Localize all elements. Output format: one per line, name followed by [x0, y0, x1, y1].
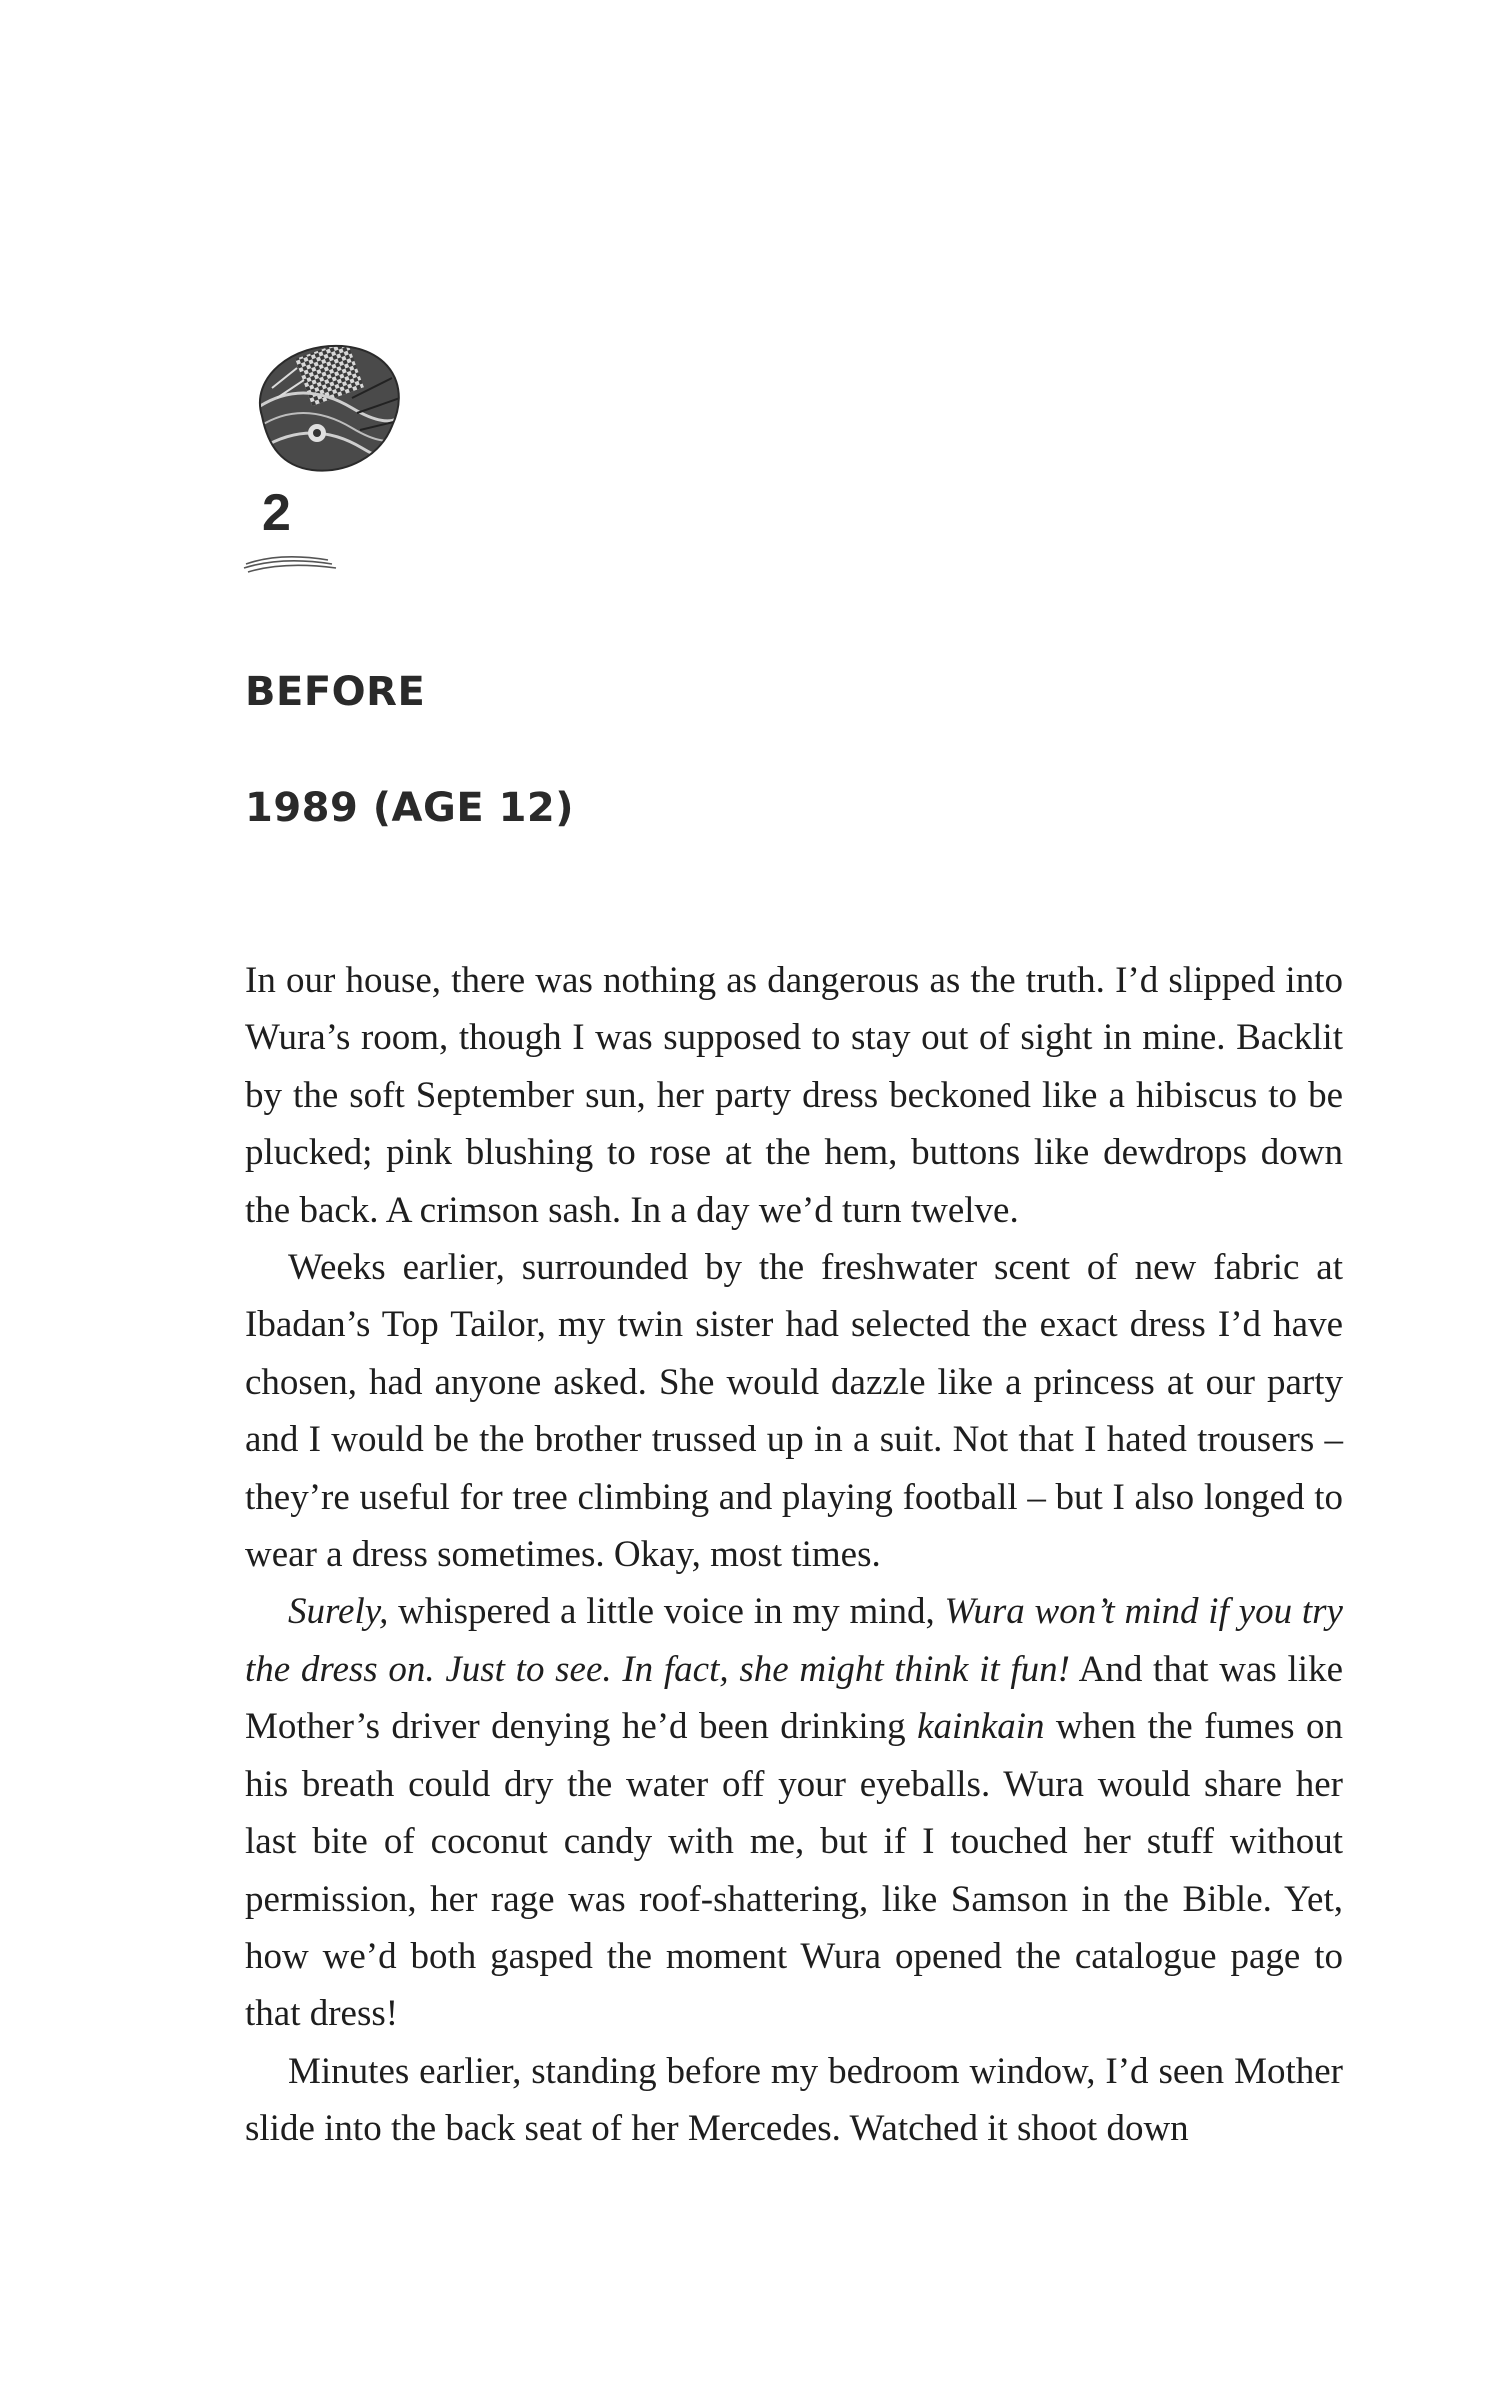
italic-text: Surely,: [288, 1591, 389, 1633]
text-segment: whispered a little voice in my mind,: [388, 1591, 945, 1633]
text-segment: In our house, there was nothing as dangerous as the truth. I’d slipped into Wura’s room, though I was supposed to stay out of sight in mine. Backlit by the soft September sun, her party dress beckoned like a hibiscus to be plucked; pink blushing to rose at the hem, buttons like dewdrops down the back. A crimson sash. In a day we’d turn twelve.: [245, 960, 1343, 1231]
italic-text: kainkain: [917, 1706, 1045, 1748]
paragraph: [245, 952, 1343, 1239]
wave-lines-icon: [240, 548, 350, 576]
paragraph: [245, 2043, 1343, 2158]
chapter-heading: BEFORE: [245, 669, 426, 715]
text-segment: Minutes earlier, standing before my bedroom window, I’d seen Mother slide into the back seat of her Mercedes. Watched it shoot down: [245, 2050, 1343, 2150]
paragraph: [245, 1583, 1343, 2042]
text-segment: Weeks earlier, surrounded by the freshwater scent of new fabric at Ibadan’s Top Tailor, my twin sister had selected the exact dress I’d have chosen, had anyone asked. She would dazzle like a princess at our party and I would be the brother trussed up in a suit. Not that I hated trousers – they’re useful for tree climbing and playing football – but I also longed to wear a dress sometimes. Okay, most times.: [245, 1247, 1343, 1576]
chapter-number: 2: [262, 484, 291, 542]
paragraph: [245, 1239, 1343, 1583]
patterned-circle-emblem-icon: [242, 338, 412, 478]
text-segment: And that was like Mother’s driver denying he’d been drinking: [245, 1648, 1343, 1748]
text-segment: when the fumes on his breath could dry the water off your eyeballs. Wura would share her last bite of coconut candy with me, but if I touched her stuff without permission, her rage was roof-shattering, like Samson in the Bible. Yet, how we’d both gasped the moment Wura opened the catalogue page to that dress!: [245, 1706, 1343, 2035]
body-text: [245, 952, 1343, 2158]
chapter-subheading: 1989 (AGE 12): [245, 785, 575, 831]
italic-text: Wura won’t mind if you try the dress on. Just to see. In fact, she might think it fun!: [245, 1591, 1343, 1690]
